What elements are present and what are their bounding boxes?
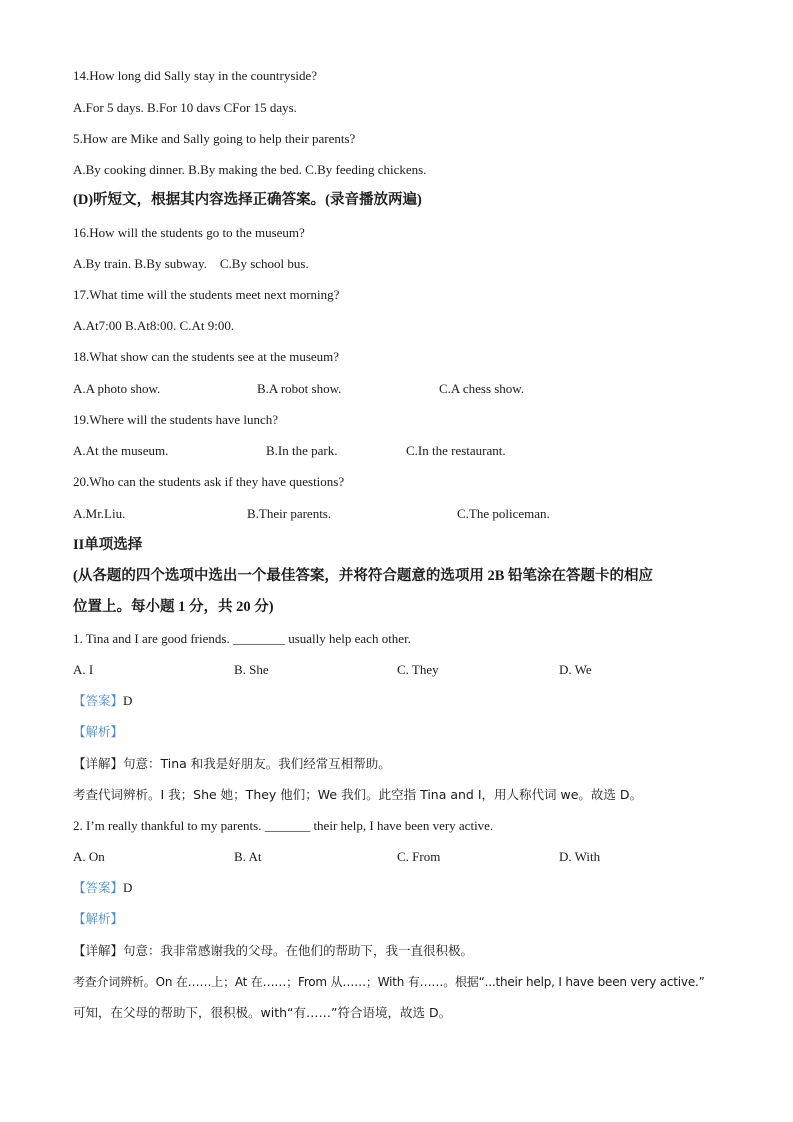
question-16-options: A.By train. B.By subway. C.By school bus. [73,256,309,271]
question-14-options: A.For 5 days. B.For 10 davs CFor 15 days. [73,100,297,115]
mc1-option-a: A. I [73,662,94,677]
mc1-option-b: B. She [234,662,269,677]
mc2-answer [73,880,132,896]
mc1-answer-tag: 【答案】 [73,693,124,708]
question-20-option-c: C.The policeman. [457,506,550,521]
mc2-explanation-line1: 考查介词辨析。On 在……上；At 在……；From 从……；With 有……。根据“...their help, I have been very active.” [73,975,705,989]
question-17: 17.What time will the students meet next morning? [73,287,340,302]
question-20-option-b: B.Their parents. [247,506,332,521]
mc2-answer-value: D [123,880,133,895]
question-15-options: A.By cooking dinner. B.By making the bed. C.By feeding chickens. [73,162,427,177]
question-18: 18.What show can the students see at the museum? [73,349,340,364]
question-19-option-a: A.At the museum. [73,443,169,458]
question-16: 16.How will the students go to the museum? [73,225,305,240]
mc2-option-b: B. At [234,849,262,864]
section-d-heading: (D)听短文，根据其内容选择正确答案。(录音播放两遍) [73,192,422,208]
section-ii-instruction-line1: (从各题的四个选项中选出一个最佳答案，并将符合题意的选项用 2B 铅笔涂在答题卡的相应 [73,568,653,584]
mc2-detail: 【详解】句意：我非常感谢我的父母。在他们的帮助下，我一直很积极。 [73,943,474,958]
mc1-explanation: 考查代词辨析。I 我；She 她；They 他们；We 我们。此空指 Tina and I，用人称代词 we。故选 D。 [73,787,643,802]
question-18-option-b: B.A robot show. [257,381,342,396]
mc-question-1: 1. Tina and I are good friends. ________ usually help each other. [73,631,411,646]
question-20: 20.Who can the students ask if they have questions? [73,474,345,489]
question-18-option-a: A.A photo show. [73,381,161,396]
question-17-options: A.At7:00 B.At8:00. C.At 9:00. [73,318,235,333]
mc1-answer [73,693,132,709]
mc2-option-c: C. From [397,849,441,864]
mc2-answer-tag: 【答案】 [73,880,124,895]
mc2-explanation-line2: 可知，在父母的帮助下，很积极。with“有……”符合语境，故选 D。 [73,1005,452,1020]
mc2-analysis-tag: 【解析】 [73,911,124,926]
mc2-option-a: A. On [73,849,105,864]
question-19-option-b: B.In the park. [266,443,338,458]
mc1-answer-value: D [123,693,133,708]
section-ii-title: II单项选择 [73,537,143,553]
mc1-detail: 【详解】句意：Tina 和我是好朋友。我们经常互相帮助。 [73,756,391,771]
mc2-option-d: D. With [559,849,601,864]
question-15: 5.How are Mike and Sally going to help their parents? [73,131,356,146]
mc1-option-d: D. We [559,662,592,677]
mc1-option-c: C. They [397,662,439,677]
mc-question-2: 2. I’m really thankful to my parents. _______ their help, I have been very active. [73,818,494,833]
question-19: 19.Where will the students have lunch? [73,412,279,427]
section-ii-instruction-line2: 位置上。每小题 1 分，共 20 分) [73,599,274,615]
question-14: 14.How long did Sally stay in the countryside? [73,68,318,83]
question-18-option-c: C.A chess show. [439,381,525,396]
question-19-option-c: C.In the restaurant. [406,443,506,458]
question-20-option-a: A.Mr.Liu. [73,506,126,521]
mc1-analysis-tag: 【解析】 [73,724,124,739]
